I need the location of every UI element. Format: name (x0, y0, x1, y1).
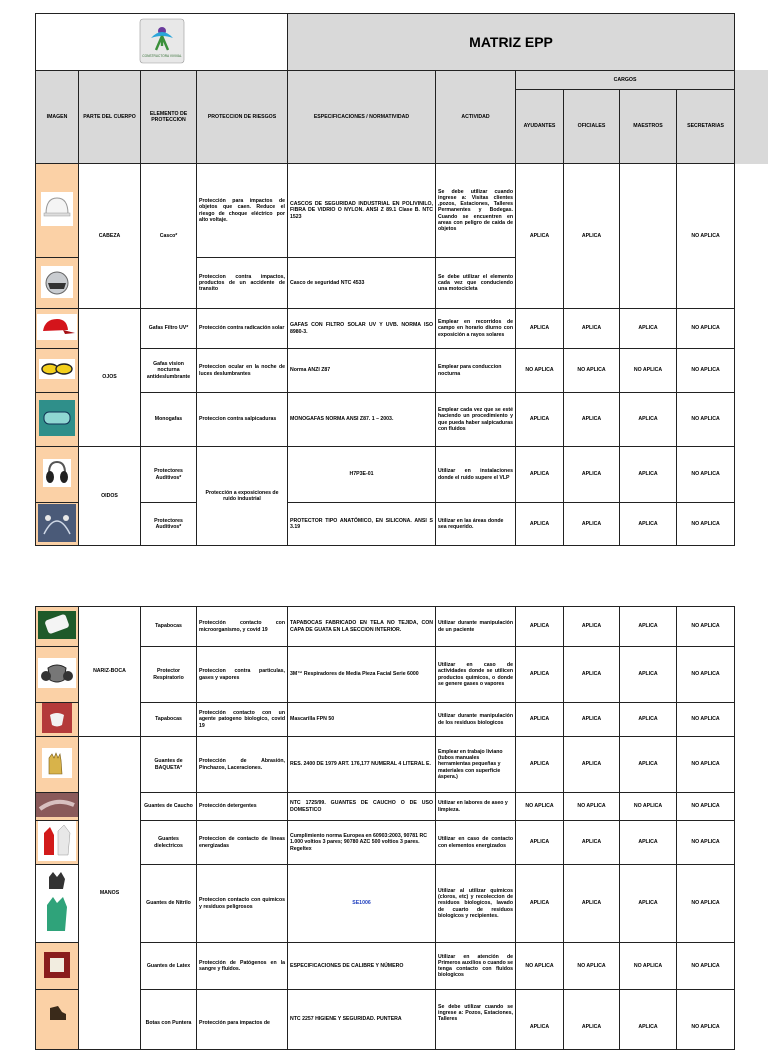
table-row: OIDOS Protectores Auditivos* Protección a exposiciones de ruido industrial H7P3E-01 Utilizar en instalaciones donde el ruido supere el VLP APLICA APLICA APLICA NO APLICA (36, 447, 735, 503)
helmet-image (36, 164, 79, 258)
leather-gloves-image (36, 737, 79, 793)
dielectric-gloves-icon (38, 821, 76, 861)
header-overflow (734, 70, 768, 164)
col-ayudantes: AYUDANTES (516, 90, 564, 164)
latex-gloves-image (36, 943, 79, 990)
earmuff-image (36, 447, 79, 503)
body-part-cabeza: CABEZA (79, 164, 141, 309)
face-mask-icon (38, 611, 76, 639)
epp-matrix-table-1 (35, 13, 735, 546)
col-oficiales: OFICIALES (564, 90, 620, 164)
epp-matrix-table-2 (35, 606, 735, 1050)
n95-image (36, 703, 79, 737)
red-cap-icon (37, 314, 77, 340)
earmuff-icon (43, 459, 71, 487)
col-especificaciones: ESPECIFICACIONES / NORMATIVIDAD (288, 71, 436, 164)
earplug-image (36, 503, 79, 546)
monogafas-image (36, 393, 79, 447)
helmet-icon (41, 192, 73, 226)
table-row: CABEZA Casco* Protección para impactos de objetos que caen. Reduce el riesgo de choque eléctrico por alto voltaje. CASCOS DE SEGURIDAD INDUSTRIAL EN POLIVINILO, FIBRA DE VIDRIO O NYLON. ANSI Z 89.1 Clase B. NTC 1523 Se debe utilizar cuando ingrese a: Visitas clientes ,pozos, Estaciones, Talleres Permanentes y Bodegas. Cuando se encuentren en areas con peligro de caida de objetos APLICA APLICA NO APLICA (36, 164, 735, 258)
body-part-manos: MANOS (79, 737, 141, 1050)
table-row: OJOS Gafas Filtro UV* Protección contra radicación solar GAFAS CON FILTRO SOLAR UV Y UVB. NORMA ISO 8980-3. Emplear en recorridos de campo en horario diurno con exposición a rayos solares APLICA APLICA APLICA NO APLICA (36, 309, 735, 349)
svg-text:CONSTRUCTORA VIVIVAL: CONSTRUCTORA VIVIVAL (141, 53, 182, 58)
goggles-icon (39, 400, 75, 436)
table-row: Protector Respiratorio Proteccion contra particulas, gases y vapores 3M™ Respiradores de Media Pieza Facial Serie 6000 Utilizar en caso de actividades donde se utilicen productos quimicos, o donde se genere gases o vapores APLICA APLICA APLICA NO APLICA (36, 647, 735, 703)
rubber-gloves-image (36, 793, 79, 821)
col-parte-cuerpo: PARTE DEL CUERPO (79, 71, 141, 164)
col-imagen: IMAGEN (36, 71, 79, 164)
table-row: MANOS Guantes de BAQUETA* Protección de Abrasión, Pinchazos, Laceraciones. RES. 2400 DE 1979 ART. 176,177 NUMERAL 4 LITERAL E. Emplear en trabajo liviano (tubos manuales herramientas pequeñas y materiales con superficie áspera.) APLICA APLICA APLICA NO APLICA (36, 737, 735, 793)
table-row: Botas con Puntera Protección para impactos de NTC 2257 HIGIENE Y SEGURIDAD. PUNTERA Se debe utilizar cuando se ingrese a: Pozos, Estaciones, Talleres APLICA APLICA APLICA NO APLICA (36, 990, 735, 1050)
body-part-nariz-boca: NARIZ-BOCA (79, 607, 141, 737)
night-glasses-image (36, 349, 79, 393)
table-row: Protectores Auditivos* PROTECTOR TIPO ANATÓMICO, EN SILICONA. ANSI S 3.19 Utilizar en las áreas donde sea requerido. APLICA APLICA APLICA NO APLICA (36, 503, 735, 546)
leather-gloves-icon (42, 748, 72, 778)
body-part-oidos: OIDOS (79, 447, 141, 546)
earplug-icon (38, 504, 76, 542)
table-row: Gafas vision nocturna antideslumbrante Proteccion ocular en la noche de luces deslumbrantes Norma ANZI Z87 Emplear para conduccion nocturna NO APLICA NO APLICA NO APLICA NO APLICA (36, 349, 735, 393)
table-row: Guantes dielectricos Proteccion de contacto de lineas energizadas Cumplimiento norma Europea en 60903:2003, 90781 RC 1.000 voltios 3 pares; 90780 AZC 500 voltios 3 pares. Regeltex Utilizar en caso de contacto con elementos energizados APLICA APLICA APLICA NO APLICA (36, 821, 735, 865)
table-row: Guantes de Caucho Protección detergentes NTC 1725/99. GUANTES DE CAUCHO O DE USO DOMESTICO Utilizar en labores de aseo y limpieza. NO APLICA NO APLICA NO APLICA NO APLICA (36, 793, 735, 821)
mask-image (36, 607, 79, 647)
col-secretarias: SECRETARIAS (677, 90, 735, 164)
col-actividad: ACTIVIDAD (436, 71, 516, 164)
col-maestros: MAESTROS (620, 90, 677, 164)
safety-boots-icon (42, 990, 72, 1020)
respirator-image (36, 647, 79, 703)
motorcycle-helmet-icon (41, 266, 73, 298)
table-row: Guantes de Latex Protección de Patógenos en la sangre y fluidos. ESPECIFICACIONES DE CALIBRE Y NÚMERO Utilizar en atención de Primeros auxilios o cuando se tenga contacto con fluidos biologicos NO APLICA NO APLICA NO APLICA NO APLICA (36, 943, 735, 990)
col-elemento: ELEMENTO DE PROTECCION (141, 71, 197, 164)
dielectric-gloves-image (36, 821, 79, 865)
col-cargos: CARGOS (516, 71, 735, 90)
yellow-glasses-icon (39, 359, 75, 379)
table-row: NARIZ-BOCA Tapabocas Protección contacto con microorganismo, y covid 19 TAPABOCAS FABRICADO EN TELA NO TEJIDA, CON CAPA DE GUATA EN LA SECCION INTERIOR. Utilizar durante manipulación de un paciente APLICA APLICA APLICA NO APLICA (36, 607, 735, 647)
cap-image (36, 309, 79, 349)
table-row: Proteccion contra impactos, productos de un accidente de transito Casco de seguridad NTC 4533 Se debe utilizar el elemento cada vez que conduciendo una motocicleta (36, 258, 735, 309)
logo-cell (36, 14, 288, 71)
respirator-icon (38, 658, 76, 688)
n95-mask-icon (42, 703, 72, 733)
nitrile-gloves-icon (41, 869, 73, 935)
company-logo (139, 18, 185, 64)
element-casco: Casco* (141, 164, 197, 309)
body-part-ojos: OJOS (79, 309, 141, 447)
motorcycle-helmet-image (36, 258, 79, 309)
page-title: MATRIZ EPP (288, 14, 735, 71)
boots-image (36, 990, 79, 1050)
table-row: Guantes de Nitrilo Proteccion contacto con quimicos y residuos peligrosos SE1006 Utilizar al utilizar quimicos (cloros, etc) y recoleccion de residuos biologicos, lavado de cuarto de residuos biologicos y recipientes. APLICA APLICA APLICA NO APLICA (36, 865, 735, 943)
table-row: Monogafas Proteccion contra salpicaduras MONOGAFAS NORMA ANSI Z87. 1 – 2003. Emplear cada vez que se esté haciendo un procedimiento y que pueda haber salpicaduras con fluidos APLICA APLICA APLICA NO APLICA (36, 393, 735, 447)
nitrile-gloves-image (36, 865, 79, 943)
latex-gloves-icon (44, 952, 70, 978)
rubber-gloves-icon (36, 793, 78, 817)
table-row: Tapabocas Protección contacto con un agente patogeno biologico, covid 19 Mascarilla FPN 50 Utilizar durante manipulación de los residuos biologicos APLICA APLICA APLICA NO APLICA (36, 703, 735, 737)
col-proteccion-riesgos: PROTECCION DE RIESGOS (197, 71, 288, 164)
